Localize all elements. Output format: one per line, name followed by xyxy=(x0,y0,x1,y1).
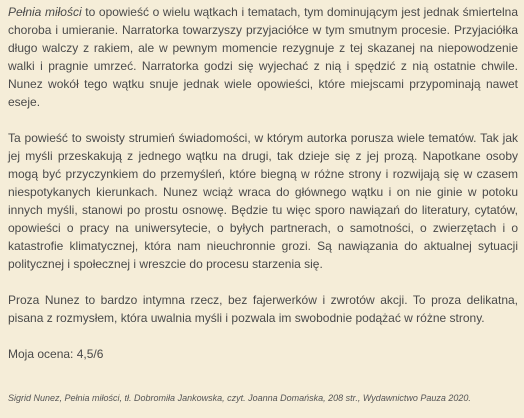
paragraph-1-text: to opowieść o wielu wątkach i tematach, tym dominującym jest jednak śmiertelna choroba i umieranie. Narratorka towarzyszy przyjaciółce w tym smutnym procesie. Przyjaciółka długo walczy z rakiem, ale w pewnym momencie rezygnuje z tej skazanej na niepowodzenie walki i pragnie umrzeć. Narratorka godzi się wyjechać z nią i spędzić z nią ostatnie chwile. Nunez wokół tego wątku snuje jednak wiele opowieści, które miejscami przypominają nawet eseje. xyxy=(8,5,519,109)
book-title: Pełnia miłości xyxy=(8,5,82,19)
review-text xyxy=(8,3,518,363)
review-paragraph-2: Ta powieść to swoisty strumień świadomości, w którym autorka porusza wiele tematów. Tak jak jej myśli przeskakują z jednego wątku na drugi, tak dzieje się z jej prozą. Napotkane osoby mogą być przyczynkiem do przemyśleń, które biegną w różne strony i rozwijają się w czasem niespotykanych kierunkach. Nunez wciąż wraca do głównego wątku i on nie ginie w potoku innych myśli, stanowi po prostu osnowę. Będzie tu więc sporo nawiązań do literatury, cytatów, opowieści o pracy na uniwersytecie, o byłych partnerach, o samotności, o zwierzętach i o katastrofie klimatycznej, która nam nieuchronnie grozi. Są nawiązania do aktualnej sytuacji politycznej i społecznej i wreszcie do procesu starzenia się. xyxy=(8,131,518,271)
review-paragraph-3: Proza Nunez to bardzo intymna rzecz, bez fajerwerków i zwrotów akcji. To proza delikatna, pisana z rozmysłem, która uwalnia myśli i pozwala im swobodnie podążać w różne strony. xyxy=(8,293,518,325)
book-citation: Sigrid Nunez, Pełnia miłości, tł. Dobromiła Jankowska, czyt. Joanna Domańska, 208 str., Wydawnictwo Pauza 2020. xyxy=(8,393,471,403)
review-paragraph-1 xyxy=(8,3,518,111)
rating: Moja ocena: 4,5/6 xyxy=(8,347,104,361)
